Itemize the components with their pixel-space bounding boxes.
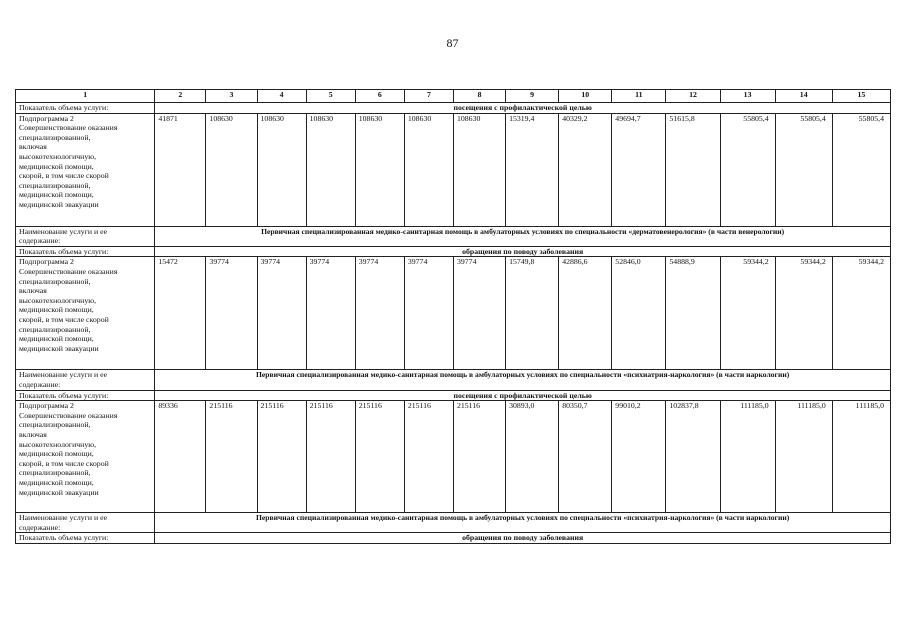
value-cell: 52846,0 <box>612 257 666 370</box>
subprogram-line: включая <box>19 286 47 296</box>
subprogram-line: медицинской помощи, <box>19 477 94 487</box>
subprogram-line: медицинской эвакуации <box>19 487 99 497</box>
value-cell: 215116 <box>257 401 306 513</box>
value-cell: 40329,2 <box>559 113 612 226</box>
value-cell: 39774 <box>306 257 355 370</box>
value-cell: 39774 <box>257 257 306 370</box>
indicator-label: Показатель объема услуги: <box>16 103 155 114</box>
service-volume-table <box>15 89 891 544</box>
subprogram-line: скорой, в том числе скорой <box>19 314 109 324</box>
value-cell: 42886,6 <box>559 257 612 370</box>
service-label-line: Наименование услуги и ее <box>19 513 108 523</box>
value-cell: 39774 <box>355 257 404 370</box>
column-number-row <box>16 90 891 103</box>
value-cell: 111185,0 <box>775 401 832 513</box>
service-label-line: Наименование услуги и ее <box>19 370 108 380</box>
value-cell: 111185,0 <box>720 401 775 513</box>
subprogram-line: специализированной, <box>19 468 91 478</box>
service-label-line: содержание: <box>19 236 61 246</box>
column-number-cell: 8 <box>453 90 505 103</box>
value-cell: 59344,2 <box>720 257 775 370</box>
indicator-label: Показатель объема услуги: <box>16 390 155 401</box>
subprogram-line: специализированной, <box>19 180 91 190</box>
indicator-row <box>16 246 891 257</box>
value-cell: 49694,7 <box>612 113 666 226</box>
column-number-cell: 3 <box>206 90 257 103</box>
column-number-cell: 13 <box>720 90 775 103</box>
service-value: Первичная специализированная медико-санитарная помощь в амбулаторных условиях по специальности «дерматовенерология» (в части венерологии) <box>155 226 891 246</box>
service-label-line: Наименование услуги и ее <box>19 226 108 236</box>
value-cell: 108630 <box>257 113 306 226</box>
subprogram-label <box>16 113 155 226</box>
value-cell: 39774 <box>453 257 505 370</box>
subprogram-label <box>16 257 155 370</box>
service-label-line: содержание: <box>19 522 61 532</box>
column-number-cell: 2 <box>155 90 206 103</box>
column-number-cell: 11 <box>612 90 666 103</box>
value-cell: 30893,0 <box>506 401 559 513</box>
column-number-cell: 15 <box>832 90 890 103</box>
service-row <box>16 370 891 390</box>
value-cell: 215116 <box>206 401 257 513</box>
value-cell: 215116 <box>355 401 404 513</box>
subprogram-line: Подпрограмма 2 <box>19 401 74 411</box>
subprogram-line: Подпрограмма 2 <box>19 113 74 123</box>
service-row <box>16 513 891 533</box>
indicator-row <box>16 103 891 114</box>
column-number-cell: 6 <box>355 90 404 103</box>
value-cell: 54888,9 <box>666 257 720 370</box>
page-number: 87 <box>446 36 459 50</box>
subprogram-line: специализированной, <box>19 276 91 286</box>
service-label <box>16 370 155 390</box>
subprogram-row <box>16 257 891 370</box>
value-cell: 89336 <box>155 401 206 513</box>
column-number-cell: 12 <box>666 90 720 103</box>
service-row <box>16 226 891 246</box>
service-value: Первичная специализированная медико-санитарная помощь в амбулаторных условиях по специальности «психиатрия-наркология» (в части наркологии) <box>155 513 891 533</box>
service-label <box>16 513 155 533</box>
value-cell: 55805,4 <box>832 113 890 226</box>
service-label-line: содержание: <box>19 379 61 389</box>
column-number-cell: 10 <box>559 90 612 103</box>
subprogram-line: специализированной, <box>19 324 91 334</box>
subprogram-line: медицинской помощи, <box>19 190 94 200</box>
value-cell: 41871 <box>155 113 206 226</box>
value-cell: 39774 <box>404 257 453 370</box>
indicator-row <box>16 533 891 544</box>
value-cell: 111185,0 <box>832 401 890 513</box>
subprogram-line: включая <box>19 142 47 152</box>
column-number-cell: 4 <box>257 90 306 103</box>
value-cell: 59344,2 <box>832 257 890 370</box>
value-cell: 108630 <box>453 113 505 226</box>
subprogram-line: Совершенствование оказания <box>19 266 118 276</box>
subprogram-line: медицинской эвакуации <box>19 343 99 353</box>
subprogram-line: скорой, в том числе скорой <box>19 171 109 181</box>
value-cell: 15749,8 <box>506 257 559 370</box>
subprogram-label <box>16 401 155 513</box>
subprogram-line: медицинской эвакуации <box>19 199 99 209</box>
value-cell: 15472 <box>155 257 206 370</box>
subprogram-line: высокотехнологичную, <box>19 439 97 449</box>
subprogram-row <box>16 401 891 513</box>
subprogram-line: включая <box>19 429 47 439</box>
column-number-cell: 9 <box>506 90 559 103</box>
indicator-label: Показатель объема услуги: <box>16 246 155 257</box>
indicator-value: посещения с профилактической целью <box>155 390 891 401</box>
subprogram-line: Подпрограмма 2 <box>19 257 74 267</box>
indicator-row <box>16 390 891 401</box>
subprogram-line: медицинской помощи, <box>19 305 94 315</box>
subprogram-line: высокотехнологичную, <box>19 151 97 161</box>
subprogram-line: специализированной, <box>19 420 91 430</box>
indicator-value: обращения по поводу заболевания <box>155 246 891 257</box>
value-cell: 108630 <box>404 113 453 226</box>
subprogram-row <box>16 113 891 226</box>
subprogram-line: медицинской помощи, <box>19 334 94 344</box>
indicator-value: посещения с профилактической целью <box>155 103 891 114</box>
subprogram-line: скорой, в том числе скорой <box>19 458 109 468</box>
value-cell: 102837,8 <box>666 401 720 513</box>
value-cell: 39774 <box>206 257 257 370</box>
subprogram-line: Совершенствование оказания <box>19 410 118 420</box>
subprogram-line: специализированной, <box>19 132 91 142</box>
column-number-cell: 7 <box>404 90 453 103</box>
indicator-label: Показатель объема услуги: <box>16 533 155 544</box>
column-number-cell: 1 <box>16 90 155 103</box>
column-number-cell: 14 <box>775 90 832 103</box>
indicator-value: обращения по поводу заболевания <box>155 533 891 544</box>
subprogram-line: медицинской помощи, <box>19 449 94 459</box>
value-cell: 108630 <box>306 113 355 226</box>
value-cell: 99010,2 <box>612 401 666 513</box>
value-cell: 55805,4 <box>775 113 832 226</box>
value-cell: 215116 <box>453 401 505 513</box>
value-cell: 108630 <box>206 113 257 226</box>
subprogram-line: Совершенствование оказания <box>19 123 118 133</box>
column-number-cell: 5 <box>306 90 355 103</box>
value-cell: 15319,4 <box>506 113 559 226</box>
service-label <box>16 226 155 246</box>
value-cell: 108630 <box>355 113 404 226</box>
subprogram-line: медицинской помощи, <box>19 161 94 171</box>
value-cell: 80350,7 <box>559 401 612 513</box>
subprogram-line: высокотехнологичную, <box>19 295 97 305</box>
value-cell: 59344,2 <box>775 257 832 370</box>
value-cell: 215116 <box>306 401 355 513</box>
service-value: Первичная специализированная медико-санитарная помощь в амбулаторных условиях по специальности «психиатрия-наркология» (в части наркологии) <box>155 370 891 390</box>
value-cell: 55805,4 <box>720 113 775 226</box>
value-cell: 215116 <box>404 401 453 513</box>
value-cell: 51615,8 <box>666 113 720 226</box>
